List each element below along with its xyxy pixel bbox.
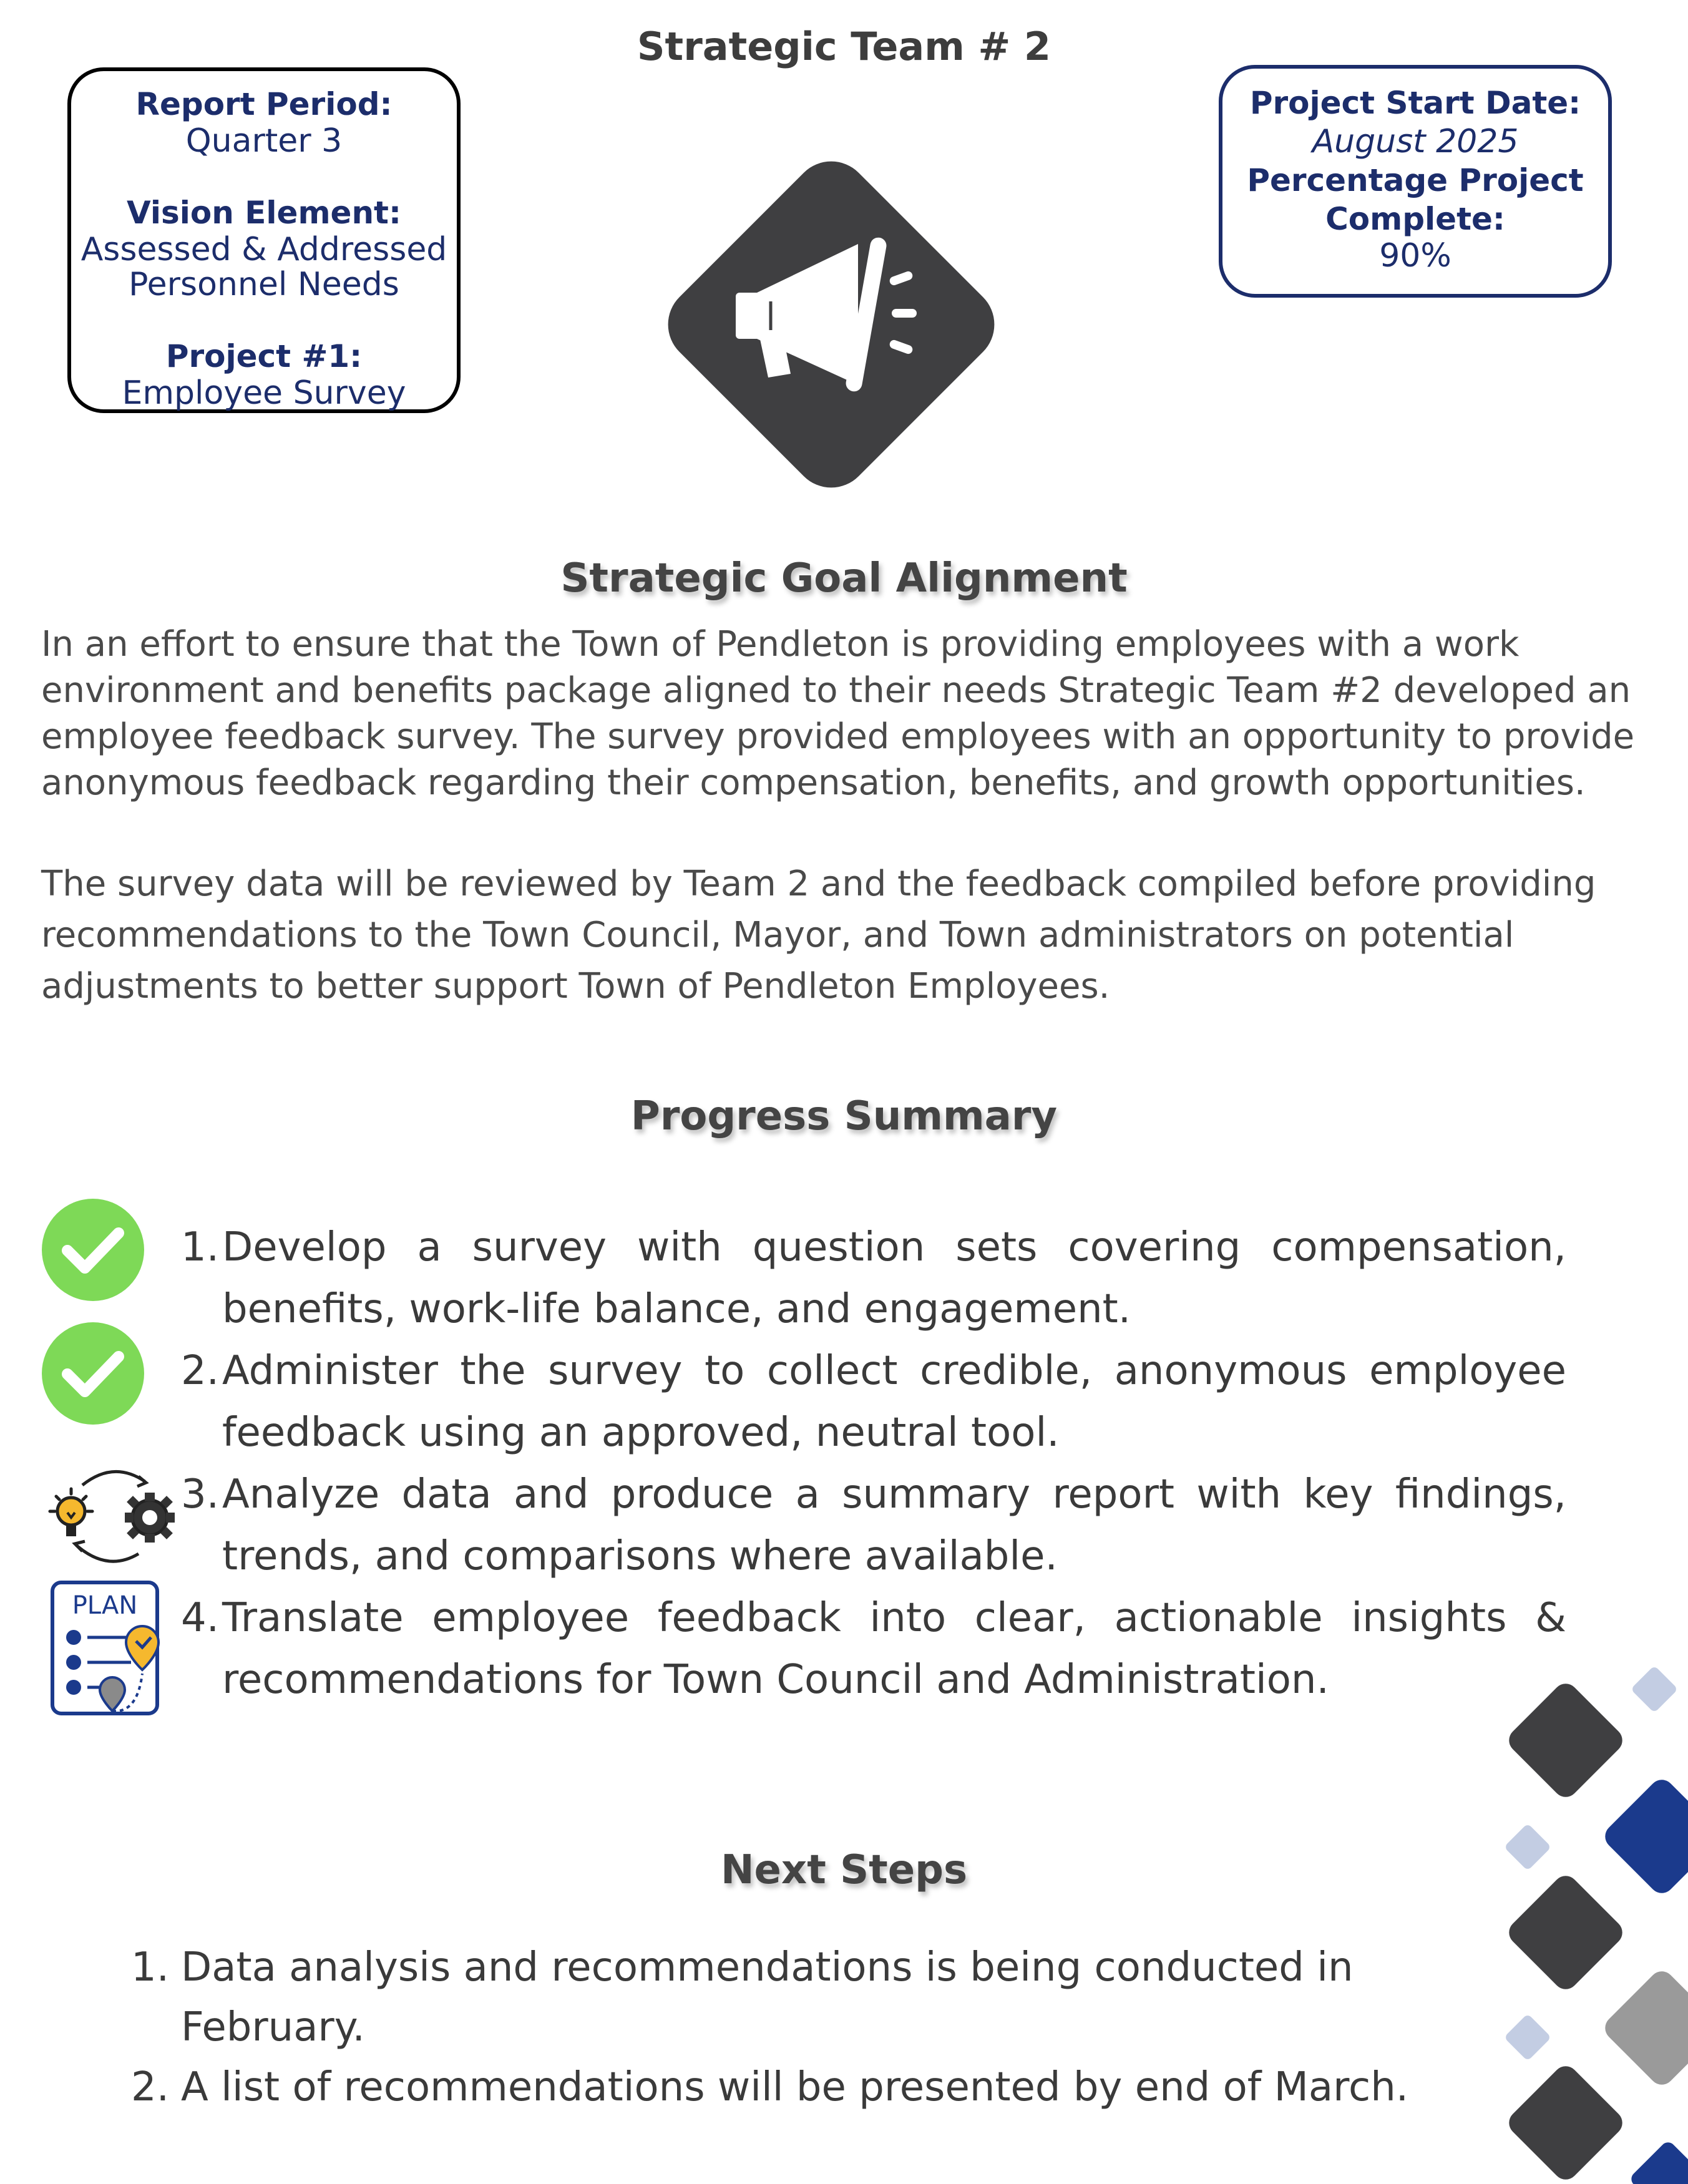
progress-item-number: 3. [181,1471,220,1518]
alignment-paragraph-2: The survey data will be reviewed by Team 2 and the feedback compiled before providing recommendations to the Town Council, Mayor, and Town administrators on potential adjustments to better support Town of Pendleton Employees. [41,864,1596,1007]
percent-complete-value: 90% [1379,237,1451,275]
project-label: Project #1: [165,338,363,374]
project-info-box [67,67,461,413]
percent-complete-label-line2: Complete: [1325,201,1505,237]
progress-item-text: Analyze data and produce a summary report with key findings, trends, and comparisons where available. [222,1471,1566,1579]
page-title: Strategic Team # 2 [637,24,1051,69]
next-step-number: 1. [131,1944,170,1991]
progress-item [181,1340,1566,1464]
progress-item-number: 2. [181,1348,220,1394]
plan-checklist-icon [50,1580,181,1723]
progress-item [181,1587,1566,1711]
vision-element-label: Vision Element: [127,195,401,231]
svg-text:PLAN: PLAN [72,1591,138,1620]
next-step-item [131,2057,1504,2117]
vision-element-value-line2: Personnel Needs [129,266,399,303]
progress-item-text: Administer the survey to collect credible, anonymous employee feedback using an approved, neutral tool. [222,1348,1566,1456]
next-steps-heading: Next Steps [720,1847,968,1893]
start-date-value: August 2025 [1312,123,1519,160]
progress-list [181,1217,1566,1711]
next-step-item [131,1938,1504,2057]
report-period-label: Report Period: [135,86,393,122]
idea-gear-cycle-icon [39,1460,182,1566]
report-period-value: Quarter 3 [185,122,343,160]
megaphone-icon [652,145,1010,504]
progress-item-number: 4. [181,1595,220,1641]
next-steps-list [131,1938,1504,2117]
alignment-paragraph-1: In an effort to ensure that the Town of Pendleton is providing employees with a work environment and benefits package aligned to their needs Strategic Team #2 developed an employee feedback survey. The survey provided employees with an opportunity to provide anonymous feedback regarding their compensation, benefits, and growth opportunities. [41,624,1635,803]
next-step-text: Data analysis and recommendations is being conducted in February. [181,1944,1354,2050]
check-circle-icon [41,1198,145,1302]
percent-complete-label-line1: Percentage Project [1247,162,1584,198]
progress-item-number: 1. [181,1224,220,1270]
alignment-heading: Strategic Goal Alignment [560,555,1128,602]
project-value: Employee Survey [122,374,406,412]
project-status-box [1219,65,1612,298]
next-step-number: 2. [131,2064,170,2110]
progress-item [181,1217,1566,1340]
start-date-label: Project Start Date: [1249,85,1581,121]
progress-item-text: Translate employee feedback into clear, actionable insights & recommendations for Town Council and Administration. [222,1595,1566,1703]
vision-element-value-line1: Assessed & Addressed [80,231,447,268]
check-circle-icon [41,1322,145,1425]
next-step-text: A list of recommendations will be presented by end of March. [181,2064,1409,2110]
progress-item-text: Develop a survey with question sets covering compensation, benefits, work-life balance, and engagement. [222,1224,1566,1332]
progress-item [181,1464,1566,1587]
progress-heading: Progress Summary [630,1093,1058,1139]
decorative-diamond-pattern [1485,1660,1688,2184]
